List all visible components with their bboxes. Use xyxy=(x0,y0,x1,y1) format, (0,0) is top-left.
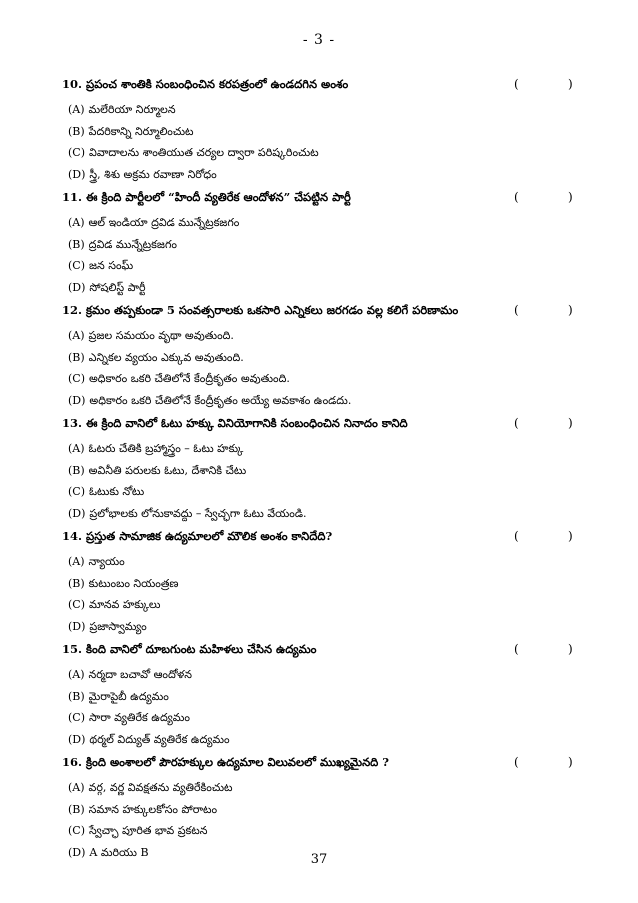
option-text: ప్రజాస్వామ్యం xyxy=(89,619,147,633)
answer-bracket-open: ( xyxy=(514,190,519,204)
option-text: ద్రవిడ మున్నేట్రకజగం xyxy=(88,237,177,251)
option-text: ఓటుకు నోటు xyxy=(89,485,145,498)
option-a xyxy=(62,327,582,349)
question-text: ప్రస్తుత సామాజిక ఉద్యమాలలో మౌలిక అంశం కానిదేది? xyxy=(86,529,333,543)
question-10 xyxy=(62,74,582,187)
option-c xyxy=(62,483,582,505)
page-number: 37 xyxy=(310,852,328,867)
question-line xyxy=(62,74,582,101)
question-line xyxy=(62,639,582,666)
option-text: ప్రజల సమయం వృథా అవుతుంది. xyxy=(88,329,234,342)
question-number: 16. xyxy=(62,755,83,769)
option-c xyxy=(62,709,582,731)
option-text: అధికారం ఒకరి చేతిలోనే కేంద్రీకృతం అయ్యే అవకాశం ఉండదు. xyxy=(89,393,352,407)
question-number: 11. xyxy=(62,190,83,204)
option-label: (D) xyxy=(68,280,86,294)
question-11 xyxy=(62,187,582,300)
option-d xyxy=(62,279,582,301)
option-text: ప్రలోభాలకు లోనుకావద్దు – స్వేచ్ఛగా ఓటు వేయండి. xyxy=(89,506,307,520)
question-14 xyxy=(62,526,582,639)
answer-bracket-open: ( xyxy=(514,529,519,543)
option-label: (D) xyxy=(68,619,86,633)
option-text: జన సంఘ్ xyxy=(89,259,134,272)
option-text: వర్గ, వర్ణ వివక్షతను వ్యతిరేకించుట xyxy=(88,781,233,794)
option-text: సారా వ్యతిరేక ఉద్యమం xyxy=(89,711,190,724)
answer-bracket-close: ) xyxy=(568,416,573,430)
answer-bracket-close: ) xyxy=(568,642,573,656)
question-text: ప్రపంచ శాంతికి సంబంధించిన కరపత్రంలో ఉండదగిన అంశం xyxy=(86,77,349,91)
option-b xyxy=(62,123,582,145)
option-b xyxy=(62,236,582,258)
answer-bracket-open: ( xyxy=(514,642,519,656)
option-d xyxy=(62,731,582,753)
option-text: వివాదాలను శాంతియుత చర్యల ద్వారా పరిష్కరించుట xyxy=(89,146,319,159)
option-d xyxy=(62,618,582,640)
answer-bracket-close: ) xyxy=(568,755,573,769)
option-label: (D) xyxy=(68,393,86,407)
question-line xyxy=(62,526,582,553)
option-text: సోషలిస్ట్ పార్టీ xyxy=(89,280,146,294)
option-b xyxy=(62,688,582,710)
question-text: క్రింది అంశాలలో పౌరహక్కుల ఉద్యమాల విలువలలో ముఖ్యమైనది ? xyxy=(86,755,390,769)
option-c xyxy=(62,822,582,844)
question-list xyxy=(62,74,582,865)
answer-bracket-close: ) xyxy=(568,303,573,317)
option-a xyxy=(62,666,582,688)
option-text: ఎన్నికల వ్యయం ఎక్కువ అవుతుంది. xyxy=(88,350,244,364)
option-text: A మరియు B xyxy=(89,845,149,859)
option-label: (C) xyxy=(68,598,85,611)
option-label: (A) xyxy=(68,329,85,342)
option-b xyxy=(62,801,582,823)
option-text: మలేరియా నిర్మూలన xyxy=(88,103,176,116)
question-12 xyxy=(62,300,582,413)
option-label: (C) xyxy=(68,146,85,159)
option-label: (A) xyxy=(68,781,85,794)
option-b xyxy=(62,575,582,597)
option-label: (D) xyxy=(68,732,86,746)
option-label: (C) xyxy=(68,711,85,724)
option-label: (A) xyxy=(68,668,85,681)
option-text: ఓటరు చేతికి బ్రహ్మాస్త్రం – ఓటు హక్కు xyxy=(88,442,244,455)
question-13 xyxy=(62,413,582,526)
option-label: (B) xyxy=(68,124,85,138)
option-c xyxy=(62,370,582,392)
answer-bracket-close: ) xyxy=(568,529,573,543)
question-text: ఈ క్రింది వానిలో ఓటు హక్కు వినియోగానికి సంబంధించిన నినాదం కానిది xyxy=(86,416,408,430)
question-number: 14. xyxy=(62,529,83,543)
option-text: ఆల్ ఇండియా ద్రవిడ మున్నేట్రకజగం xyxy=(88,216,240,229)
option-d xyxy=(62,392,582,414)
answer-bracket-close: ) xyxy=(568,190,573,204)
question-15 xyxy=(62,639,582,752)
option-b xyxy=(62,349,582,371)
option-a xyxy=(62,440,582,462)
page-marker: - 3 - xyxy=(302,32,336,48)
option-text: మైరాపైబీ ఉద్యమం xyxy=(88,689,169,703)
option-label: (C) xyxy=(68,824,85,837)
question-text: ఈ క్రింది పార్టీలలో “హిందీ వ్యతిరేక ఆందోళన” చేపట్టిన పార్టీ xyxy=(86,190,351,204)
option-c xyxy=(62,257,582,279)
option-d xyxy=(62,505,582,527)
question-number: 13. xyxy=(62,416,83,430)
option-text: అధికారం ఒకరి చేతిలోనే కేంద్రీకృతం అవుతుంది. xyxy=(89,372,290,385)
option-label: (B) xyxy=(68,237,85,251)
option-text: నర్మదా బచావో ఆందోళన xyxy=(88,668,192,681)
option-a xyxy=(62,101,582,123)
option-label: (A) xyxy=(68,103,85,116)
question-number: 12. xyxy=(62,303,83,317)
option-c xyxy=(62,596,582,618)
option-a xyxy=(62,214,582,236)
option-a xyxy=(62,779,582,801)
option-a xyxy=(62,553,582,575)
question-text: కింది వానిలో దూబగుంట మహిళలు చేసిన ఉద్యమం xyxy=(86,642,317,656)
option-label: (B) xyxy=(68,350,85,364)
option-c xyxy=(62,144,582,166)
option-label: (C) xyxy=(68,259,85,272)
option-text: థర్మల్ విద్యుత్ వ్యతిరేక ఉద్యమం xyxy=(89,732,230,746)
option-text: సమాన హక్కులకోసం పోరాటం xyxy=(88,802,218,816)
option-text: అవినీతి పరులకు ఓటు, దేశానికి చేటు xyxy=(88,463,247,477)
option-label: (A) xyxy=(68,216,85,229)
option-label: (D) xyxy=(68,167,86,181)
question-16 xyxy=(62,752,582,865)
answer-bracket-open: ( xyxy=(514,416,519,430)
option-label: (B) xyxy=(68,463,85,477)
question-number: 15. xyxy=(62,642,83,656)
question-line xyxy=(62,187,582,214)
question-line xyxy=(62,300,582,327)
option-label: (A) xyxy=(68,555,85,568)
answer-bracket-open: ( xyxy=(514,303,519,317)
option-label: (B) xyxy=(68,689,85,703)
question-number: 10. xyxy=(62,77,83,91)
option-label: (C) xyxy=(68,485,85,498)
option-text: స్వేచ్ఛా పూరిత భావ ప్రకటన xyxy=(89,824,208,837)
question-line xyxy=(62,413,582,440)
option-label: (B) xyxy=(68,576,85,590)
answer-bracket-open: ( xyxy=(514,755,519,769)
question-text: క్రమం తప్పకుండా 5 సంవత్సరాలకు ఒకసారి ఎన్నికలు జరగడం వల్ల కలిగే పరిణామం xyxy=(86,303,459,317)
option-text: న్యాయం xyxy=(88,555,125,568)
option-b xyxy=(62,462,582,484)
option-text: పేదరికాన్ని నిర్మూలించుట xyxy=(88,124,194,138)
answer-bracket-close: ) xyxy=(568,77,573,91)
option-text: స్త్రీ, శిశు అక్రమ రవాణా నిరోధం xyxy=(89,167,217,181)
option-label: (C) xyxy=(68,372,85,385)
option-label: (D) xyxy=(68,845,86,859)
option-text: కుటుంబం నియంత్రణ xyxy=(88,576,179,590)
answer-bracket-open: ( xyxy=(514,77,519,91)
option-label: (A) xyxy=(68,442,85,455)
option-label: (D) xyxy=(68,506,86,520)
option-label: (B) xyxy=(68,802,85,816)
option-d xyxy=(62,166,582,188)
question-line xyxy=(62,752,582,779)
option-text: మానవ హక్కులు xyxy=(89,598,161,611)
